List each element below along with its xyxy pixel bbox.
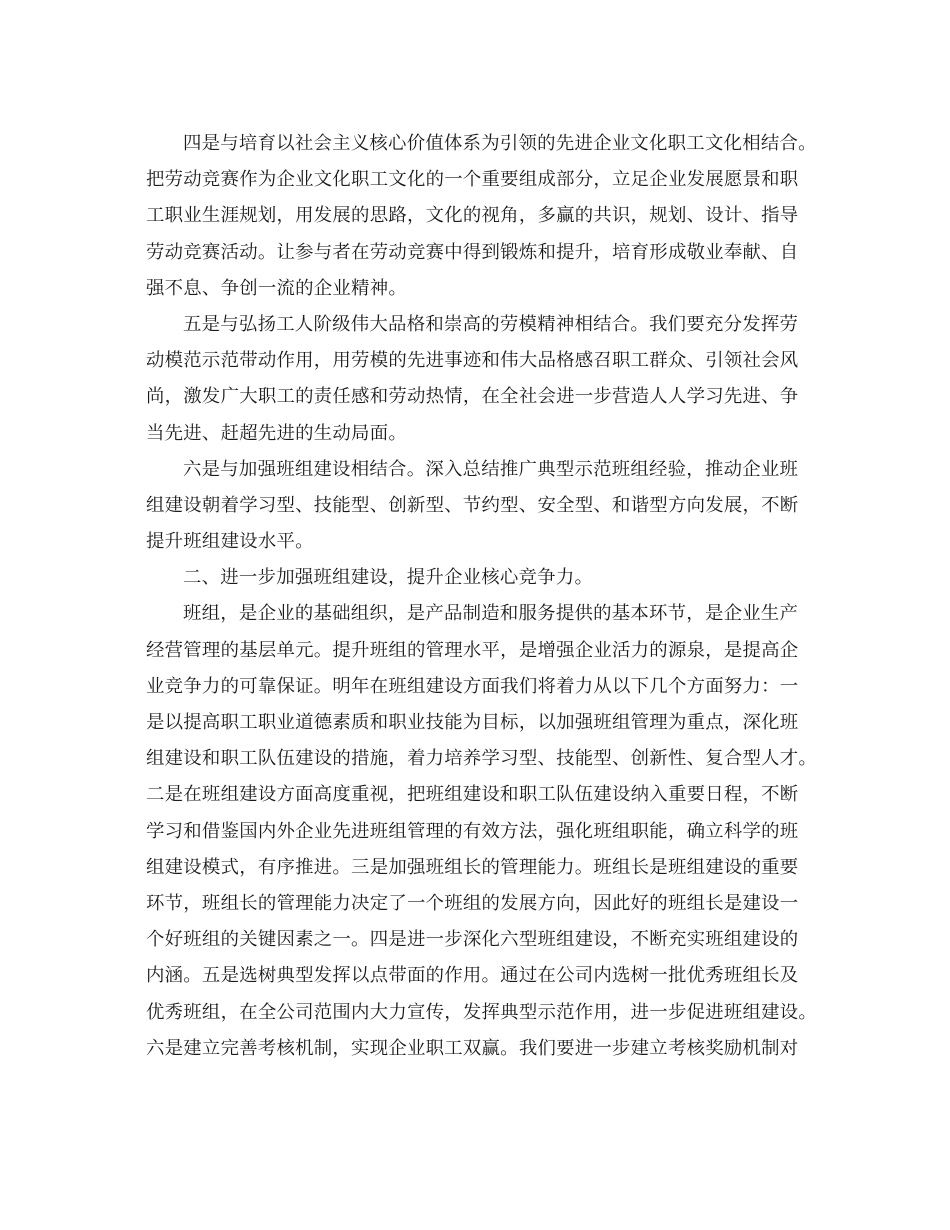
text-line: 业竞争力的可靠保证。明年在班组建设方面我们将着力从以下几个方面努力：一: [146, 675, 799, 697]
text-line: 学习和借鉴国内外企业先进班组管理的有效方法，强化班组职能，确立科学的班: [146, 820, 799, 842]
text-line: 强不息、争创一流的企业精神。: [146, 277, 407, 299]
text-line: 内涵。五是选树典型发挥以点带面的作用。通过在公司内选树一批优秀班组长及: [146, 965, 799, 987]
text-line: 组建设朝着学习型、技能型、创新型、节约型、安全型、和谐型方向发展，不断: [146, 494, 799, 516]
text-line: 劳动竞赛活动。让参与者在劳动竞赛中得到锻炼和提升，培育形成敬业奉献、自: [146, 241, 799, 263]
document-body: [146, 126, 818, 1067]
text-line: 把劳动竞赛作为企业文化职工文化的一个重要组成部分，立足企业发展愿景和职: [146, 169, 799, 191]
text-line: 四是与培育以社会主义核心价值体系为引领的先进企业文化职工文化相结合。: [183, 133, 817, 154]
text-line: 尚，激发广大职工的责任感和劳动热情，在全社会进一步营造人人学习先进、争: [146, 386, 799, 408]
text-line: 班组，是企业的基础组织，是产品制造和服务提供的基本环节，是企业生产: [183, 603, 799, 625]
text-line: 组建设模式，有序推进。三是加强班组长的管理能力。班组长是班组建设的重要: [146, 856, 799, 878]
text-line: 个好班组的关键因素之一。四是进一步深化六型班组建设，不断充实班组建设的: [146, 929, 799, 951]
text-line: 环节，班组长的管理能力决定了一个班组的发展方向，因此好的班组长是建设一: [146, 892, 799, 914]
text-line: 六是与加强班组建设相结合。深入总结推广典型示范班组经验，推动企业班: [183, 458, 799, 480]
text-line: 提升班组建设水平。: [146, 531, 314, 553]
text-line: 六是建立完善考核机制，实现企业职工双赢。我们要进一步建立考核奖励机制对: [146, 1037, 799, 1059]
text-line: 动模范示范带动作用，用劳模的先进事迹和伟大品格感召职工群众、引领社会风: [146, 350, 799, 372]
text-line: 经营管理的基层单元。提升班组的管理水平，是增强企业活力的源泉，是提高企: [146, 639, 799, 661]
text-line: 组建设和职工队伍建设的措施，着力培养学习型、技能型、创新性、复合型人才。: [146, 748, 818, 770]
text-line: 五是与弘扬工人阶级伟大品格和崇高的劳模精神相结合。我们要充分发挥劳: [183, 313, 799, 335]
text-line: 二是在班组建设方面高度重视，把班组建设和职工队伍建设纳入重要日程，不断: [146, 784, 799, 806]
text-line: 是以提高职工职业道德素质和职业技能为目标，以加强班组管理为重点，深化班: [146, 712, 799, 733]
text-line: 当先进、赶超先进的生动局面。: [146, 422, 407, 444]
text-line: 二、进一步加强班组建设，提升企业核心竞争力。: [183, 567, 594, 589]
text-line: 优秀班组，在全公司范围内大力宣传，发挥典型示范作用，进一步促进班组建设。: [146, 1001, 818, 1023]
text-line: 工职业生涯规划，用发展的思路，文化的视角，多赢的共识，规划、设计、指导: [146, 205, 799, 227]
